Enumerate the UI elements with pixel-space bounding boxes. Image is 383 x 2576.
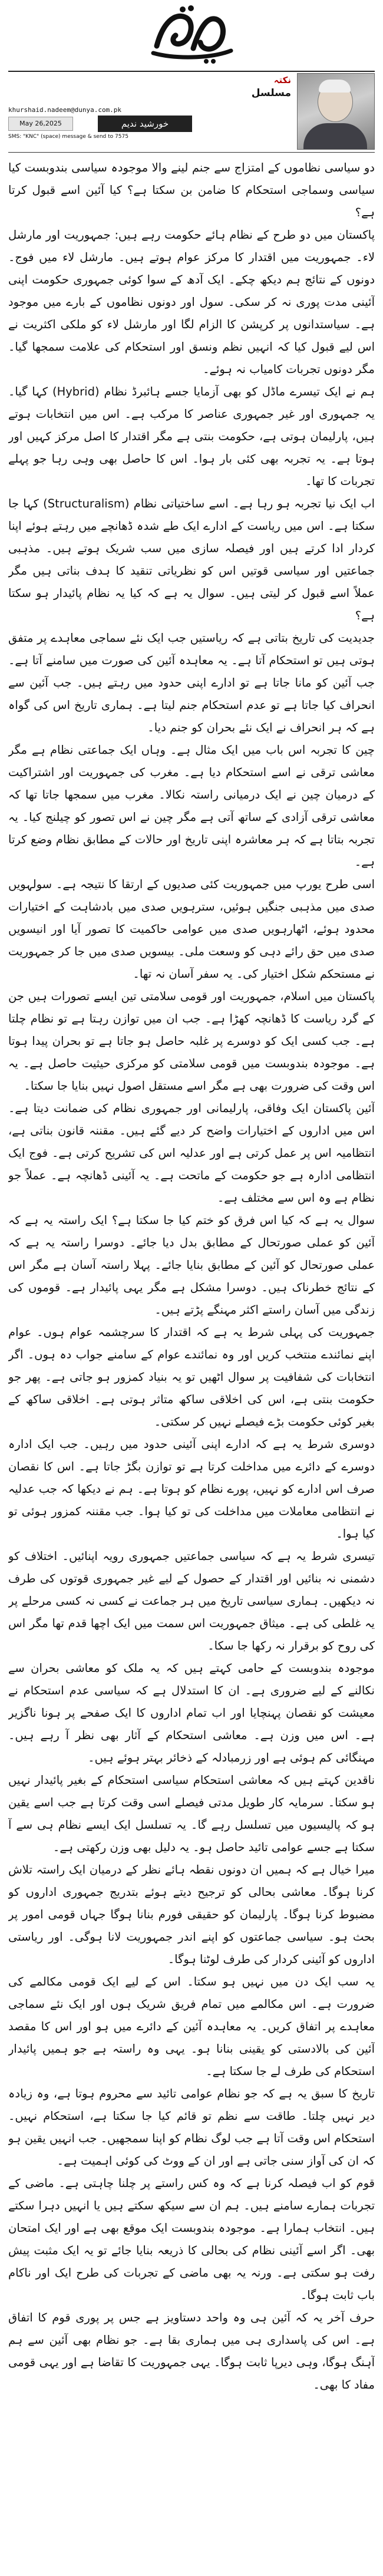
author-email[interactable]: khurshaid.nadeem@dunya.com.pk <box>8 106 122 114</box>
article-paragraph: پاکستان میں اسلام، جمہوریت اور قومی سلامتی تین ایسے تصورات ہیں جن کے گرد ریاست کا ڈھانچہ کھڑا ہے۔ جب ان میں توازن رہتا ہے تو نظام چلتا ہے۔ جب کسی ایک کو دوسرے پر غلبہ حاصل ہو جاتا ہے تو بحران پیدا ہوتا ہے۔ موجودہ بندوبست میں قومی سلامتی کو مرکزی حیثیت حاصل ہے۔ یہ اس وقت کی ضرورت بھی ہے مگر اسے مستقل اصول نہیں بنایا جا سکتا۔ <box>8 989 375 1093</box>
header-divider <box>8 152 375 153</box>
article-paragraph: دو سیاسی نظاموں کے امتزاج سے جنم لینے والا موجودہ سیاسی بندوبست کیا سیاسی وسماجی استحکام کا ضامن بن سکتا ہے؟ کیا آئین اسے قبول کرتا ہے؟ <box>8 161 375 219</box>
article-paragraph: قوم کو اب فیصلہ کرنا ہے کہ وہ کس راستے پر چلنا چاہتی ہے۔ ماضی کے تجربات ہمارے سامنے ہیں۔ ہم ان سے سیکھ سکتے ہیں یا انہیں دہرا سکتے ہیں۔ انتخاب ہمارا ہے۔ موجودہ بندوبست ایک موقع بھی ہے اور ایک امتحان بھی۔ اگر اسے آئینی نظام کی بحالی کا ذریعہ بنایا جائے تو یہ ایک مثبت پیش رفت ہو سکتی ہے۔ ورنہ یہ بھی ماضی کے تجربات کی طرح ایک اور ناکام باب ثابت ہوگا۔ <box>8 2176 375 2302</box>
article-paragraph: جدیدیت کی تاریخ بتاتی ہے کہ ریاستیں جب ایک نئے سماجی معاہدے پر متفق ہوتی ہیں تو استحکام آتا ہے۔ یہ معاہدہ آئین کی صورت میں سامنے آتا ہے۔ جب آئین کو مانا جاتا ہے تو ادارے اپنی حدود میں رہتے ہیں۔ جب آئین سے انحراف کیا جاتا ہے تو عدم استحکام جنم لیتا ہے۔ ہماری تاریخ اس کی گواہ ہے کہ ہر انحراف نے ایک نئے بحران کو جنم دیا۔ <box>8 631 375 734</box>
article-paragraph: موجودہ بندوبست کے حامی کہتے ہیں کہ یہ ملک کو معاشی بحران سے نکالنے کے لیے ضروری ہے۔ ان کا استدلال ہے کہ سیاسی عدم استحکام نے معیشت کو نقصان پہنچایا اور اب تمام اداروں کا ایک صفحے پر ہونا ناگزیر ہے۔ اس میں وزن ہے۔ معاشی استحکام کے آثار بھی نظر آ رہے ہیں۔ مہنگائی کم ہوئی ہے اور زرمبادلہ کے ذخائر بہتر ہوئے ہیں۔ <box>8 1661 375 1764</box>
article-paragraph: یہ سب ایک دن میں نہیں ہو سکتا۔ اس کے لیے ایک قومی مکالمے کی ضرورت ہے۔ اس مکالمے میں تمام فریق شریک ہوں اور ایک نئے سماجی معاہدے پر اتفاق کریں۔ یہ معاہدہ آئین کے دائرے میں ہو اور اس کا مقصد آئین کی بالادستی کو یقینی بنانا ہو۔ یہی وہ راستہ ہے جو ہمیں پائیدار استحکام کی طرف لے جا سکتا ہے۔ <box>8 1975 375 2078</box>
author-name: خورشید ندیم <box>98 116 192 132</box>
column-label-line1: نکتہ <box>273 75 291 85</box>
dunya-logo-icon <box>145 0 238 66</box>
article-paragraph: سوال یہ ہے کہ کیا اس فرق کو ختم کیا جا سکتا ہے؟ ایک راستہ یہ ہے کہ آئین کو عملی صورتحال کے مطابق بدل دیا جائے۔ دوسرا راستہ یہ ہے کہ عملی صورتحال کو آئین کے مطابق بنایا جائے۔ پہلا راستہ آسان ہے مگر اس کے نتائج خطرناک ہیں۔ دوسرا مشکل ہے مگر یہی پائیدار ہے۔ قوموں کی زندگی میں آسان راستے اکثر مہنگے پڑتے ہیں۔ <box>8 1213 375 1317</box>
article-paragraph: ناقدین کہتے ہیں کہ معاشی استحکام سیاسی استحکام کے بغیر پائیدار نہیں ہو سکتا۔ سرمایہ کار طویل مدتی فیصلے اسی وقت کرتا ہے جب اسے یقین ہو کہ پالیسیوں میں تسلسل رہے گا۔ یہ تسلسل ایک ایسے نظام ہی سے آ سکتا ہے جسے عوامی تائید حاصل ہو۔ یہ دلیل بھی وزن رکھتی ہے۔ <box>8 1773 375 1854</box>
article-paragraph: چین کا تجربہ اس باب میں ایک مثال ہے۔ وہاں ایک جماعتی نظام ہے مگر معاشی ترقی نے اسے استحکام دیا ہے۔ مغرب کی جمہوریت اور اشتراکیت کے درمیان چین نے ایک درمیانی راستہ نکالا۔ مغرب میں سمجھا جاتا تھا کہ معاشی ترقی آزادی کے ساتھ آتی ہے مگر چین نے اس تصور کو چیلنج کیا۔ یہ تجربہ بتاتا ہے کہ ہر معاشرہ اپنی تاریخ اور حالات کے مطابق نظام وضع کرتا ہے۔ <box>8 743 375 869</box>
column-label-line2: مسلسل <box>251 87 291 99</box>
article-paragraph: جمہوریت کی پہلی شرط یہ ہے کہ اقتدار کا سرچشمہ عوام ہوں۔ عوام اپنے نمائندے منتخب کریں اور وہ نمائندے عوام کے سامنے جواب دہ ہوں۔ اگر انتخابات کی شفافیت پر سوال اٹھیں تو یہ بنیاد کمزور ہو جاتی ہے۔ پھر جو حکومت بنتی ہے، اس کی اخلاقی ساکھ متاثر ہوتی ہے۔ اخلاقی ساکھ کے بغیر کوئی حکومت بڑے فیصلے نہیں کر سکتی۔ <box>8 1325 375 1429</box>
author-portrait-icon <box>297 73 375 150</box>
article-paragraph: تاریخ کا سبق یہ ہے کہ جو نظام عوامی تائید سے محروم ہوتا ہے، وہ زیادہ دیر نہیں چلتا۔ طاقت سے نظم تو قائم کیا جا سکتا ہے، استحکام نہیں۔ استحکام اس وقت آتا ہے جب لوگ نظام کو اپنا سمجھیں۔ جب انہیں یقین ہو کہ ان کی آواز سنی جاتی ہے اور ان کے ووٹ کی کوئی اہمیت ہے۔ <box>8 2087 375 2168</box>
article-paragraph: دوسری شرط یہ ہے کہ ادارے اپنی آئینی حدود میں رہیں۔ جب ایک ادارہ دوسرے کے دائرے میں مداخلت کرتا ہے تو توازن بگڑ جاتا ہے۔ اس کا نقصان صرف اس ادارے کو نہیں، پورے نظام کو ہوتا ہے۔ ہم نے دیکھا کہ جب عدلیہ نے انتظامی معاملات میں مداخلت کی تو کیا ہوا۔ جب مقننہ کمزور ہوئی تو کیا ہوا۔ <box>8 1437 375 1541</box>
article-paragraph: اسی طرح یورپ میں جمہوریت کئی صدیوں کے ارتقا کا نتیجہ ہے۔ سولہویں صدی میں مذہبی جنگیں ہوئیں، سترہویں صدی میں بادشاہت کے اختیارات محدود ہوئے، اٹھارہویں صدی میں عوامی حاکمیت کا تصور آیا اور انیسویں صدی میں حق رائے دہی کو وسعت ملی۔ بیسویں صدی میں جا کر جمہوریت نے مستحکم شکل اختیار کی۔ یہ سفر آسان نہ تھا۔ <box>8 878 375 981</box>
sms-instructions: SMS: "KNC" (space) message & send to 7575 <box>8 134 128 140</box>
article-paragraph: پاکستان میں دو طرح کے نظام ہائے حکومت رہے ہیں: جمہوریت اور مارشل لاء۔ جمہوریت میں اقتدار کا مرکز عوام ہوتے ہیں۔ مارشل لاء میں فوج۔ دونوں کے نتائج ہم دیکھ چکے۔ ایک آدھ کے سوا کوئی جمہوری حکومت اپنی آئینی مدت پوری نہ کر سکی۔ سول اور دونوں نظاموں کے بارے میں موجود ہے۔ سیاستدانوں پر کرپشن کا الزام لگا اور مارشل لاء کو ملکی اکثریت نے اس لیے قبول کیا کہ انہیں نظم ونسق اور استحکام کی علامت سمجھا گیا۔ مگر دونوں تجربات کامیاب نہ ہوئے۔ <box>8 228 375 376</box>
article-paragraph: میرا خیال ہے کہ ہمیں ان دونوں نقطہ ہائے نظر کے درمیان ایک راستہ تلاش کرنا ہوگا۔ معاشی بحالی کو ترجیح دیتے ہوئے بتدریج جمہوری اداروں کو مضبوط کرنا ہوگا۔ پارلیمان کو حقیقی فورم بنانا ہوگا جہاں قومی امور پر بحث ہو۔ سیاسی جماعتوں کو اپنے اندر جمہوریت لانا ہوگی۔ اور ریاستی اداروں کو آئینی کردار کی طرف لوٹنا ہوگا۔ <box>8 1863 375 1966</box>
publish-date: May 26,2025 <box>8 117 73 131</box>
article-paragraph: آئین پاکستان ایک وفاقی، پارلیمانی اور جمہوری نظام کی ضمانت دیتا ہے۔ اس میں اداروں کے اختیارات واضح کر دیے گئے ہیں۔ مقننہ قانون بناتی ہے، انتظامیہ اس پر عمل کرتی ہے اور عدلیہ اس کی تشریح کرتی ہے۔ فوج ایک انتظامی ادارہ ہے جو حکومت کے ماتحت ہے۔ یہ آئینی ڈھانچہ ہے۔ عملاً جو نظام ہے وہ اس سے مختلف ہے۔ <box>8 1101 375 1205</box>
article-body <box>8 157 375 2570</box>
column-label <box>224 74 291 104</box>
article-paragraph: تیسری شرط یہ ہے کہ سیاسی جماعتیں جمہوری رویہ اپنائیں۔ اختلاف کو دشمنی نہ بنائیں اور اقتدار کے حصول کے لیے غیر جمہوری قوتوں کی طرف نہ دیکھیں۔ ہماری سیاسی تاریخ میں ہر جماعت نے کسی نہ کسی مرحلے پر یہ غلطی کی ہے۔ میثاق جمہوریت اس سمت میں ایک اچھا قدم تھا مگر اس کی روح کو برقرار نہ رکھا جا سکا۔ <box>8 1549 375 1653</box>
article-paragraph: اب ایک نیا تجربہ ہو رہا ہے۔ اسے ساختیاتی نظام (Structuralism) کہا جا سکتا ہے۔ اس میں ریاست کے ادارے ایک طے شدہ ڈھانچے میں رہتے ہوئے اپنا کردار ادا کرتے ہیں اور فیصلہ سازی میں سب شریک ہوتے ہیں۔ مذہبی جماعتیں اور سیاسی قوتیں اس کو نظریاتی تنقید کا ہدف بناتی ہیں مگر عملاً اسے قبول کر لیتی ہیں۔ سوال یہ ہے کہ کیا یہ نظام پائیدار ہو سکتا ہے؟ <box>8 497 375 622</box>
article-paragraph: ہم نے ایک تیسرے ماڈل کو بھی آزمایا جسے ہائبرڈ نظام (Hybrid) کہا گیا۔ یہ جمہوری اور غیر جمہوری عناصر کا مرکب ہے۔ اس میں انتخابات ہوتے ہیں، پارلیمان ہوتی ہے، حکومت بنتی ہے مگر اقتدار کا اصل مرکز کہیں اور ہوتا ہے۔ یہ تجربہ بھی کئی بار ہوا۔ اس کا حاصل بھی وہی رہا جو پہلے تجربات کا تھا۔ <box>8 385 375 488</box>
article-paragraph: حرف آخر یہ کہ آئین ہی وہ واحد دستاویز ہے جس پر پوری قوم کا اتفاق ہے۔ اس کی پاسداری ہی میں ہماری بقا ہے۔ جو نظام بھی آئین سے ہم آہنگ ہوگا، وہی دیرپا ثابت ہوگا۔ یہی جمہوریت کا تقاضا ہے اور یہی قومی مفاد کا بھی۔ <box>8 2311 375 2392</box>
